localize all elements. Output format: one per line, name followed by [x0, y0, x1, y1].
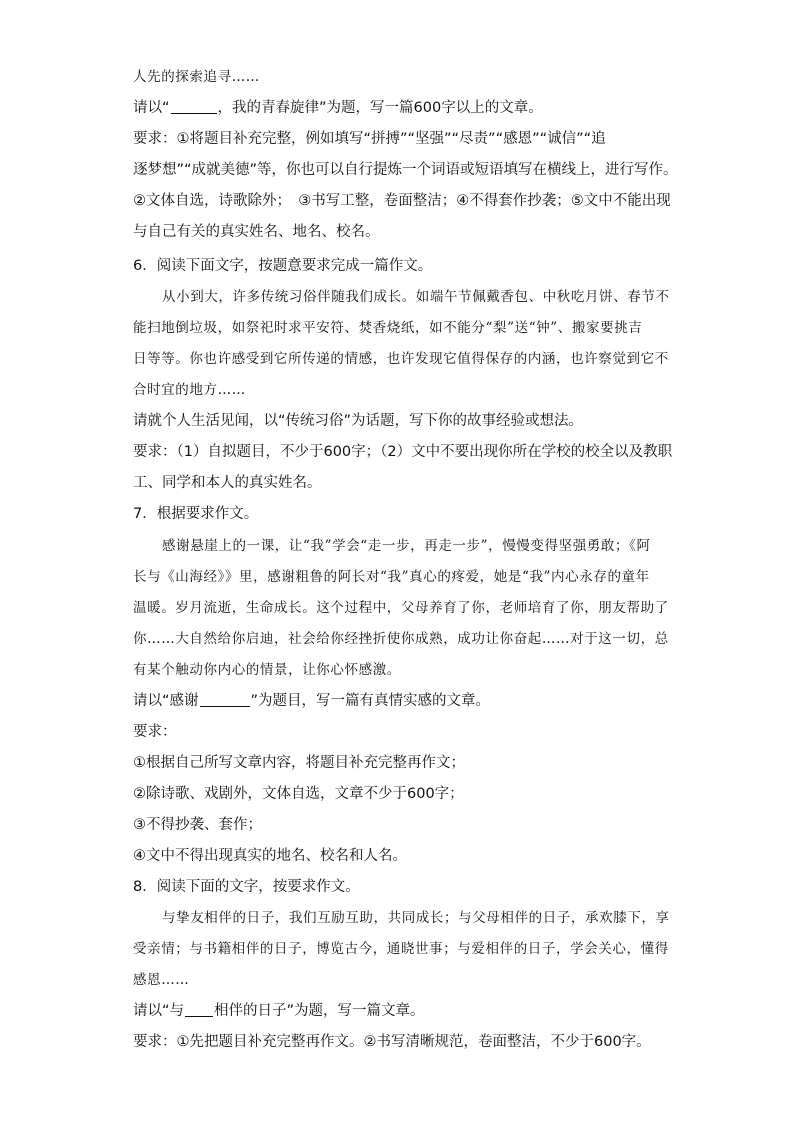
- requirement-heading: 要求：: [133, 724, 177, 740]
- passage-line: 合时宜的地方……: [133, 382, 246, 398]
- passage-line: 长与《山海经》》里，感谢粗鲁的阿长对“我”真心的疼爱，她是“我”内心永存的童年: [133, 569, 650, 585]
- passage-line: 日等等。你也许感受到它所传递的情感，也许发现它值得保存的内涵，也许察觉到它不: [133, 351, 669, 367]
- passage-line: 你……大自然给你启迪，社会给你经挫折使你成熟，成功让你奋起……对于这一切，总: [133, 631, 669, 647]
- fill-blank: [185, 1002, 213, 1017]
- requirement-line: 要求：①先把题目补充完整再作文。②书写清晰规范，卷面整洁，不少于600字。: [133, 1034, 651, 1050]
- prompt-5-title-line: [133, 98, 543, 118]
- prompt-line: 请就个人生活见闻，以“传统习俗”为话题，写下你的故事经验或想法。: [133, 413, 584, 429]
- requirement-line: 逐梦想”“成就美德”等，你也可以自行提炼一个词语或短语填写在横线上，进行写作。: [133, 162, 678, 178]
- fill-blank: [200, 692, 250, 707]
- passage-line: 有某个触动你内心的情景，让你心怀感激。: [133, 662, 401, 678]
- requirement-item: ③不得抄袭、套作；: [133, 817, 262, 833]
- requirement-line: 工、同学和本人的真实姓名。: [133, 475, 322, 491]
- requirement-line: 要求：（1）自拟题目，不少于600字；（2）文中不要出现你所在学校的校全以及教职: [133, 444, 673, 460]
- passage-line: 与挚友相伴的日子，我们互励互助，共同成长；与父母相伴的日子，承欢膝下，享: [162, 910, 670, 926]
- passage-line: 温暖。岁月流逝，生命成长。这个过程中，父母养育了你，老师培育了你，朋友帮助了: [133, 600, 669, 616]
- text-segment: 请以“与: [133, 1003, 185, 1019]
- passage-line: 能扫地倒垃圾，如祭祀时求平安符、焚香烧纸，如不能分“梨”送“钟”、搬家要挑吉: [133, 320, 643, 336]
- question-6-heading: 6．阅读下面文字，按题意要求完成一篇作文。: [133, 258, 433, 274]
- question-8-heading: 8．阅读下面的文字，按要求作文。: [133, 879, 360, 895]
- requirement-line: ②文体自选，诗歌除外； ③书写工整，卷面整洁；④不得套作抄袭；⑤文中不能出现: [133, 193, 671, 209]
- text-segment: 请以“感谢: [133, 693, 199, 709]
- requirement-line: 要求：①将题目补充完整，例如填写“拼搏”“坚强”“尽责”“感恩”“诚信”“追: [133, 131, 606, 147]
- passage-line: 感恩……: [133, 972, 190, 988]
- text-segment: 请以“: [133, 100, 170, 116]
- prompt-8-title-line: [133, 1001, 425, 1021]
- requirement-item: ①根据自己所写文章内容，将题目补充完整再作文；: [133, 755, 465, 771]
- question-7-heading: 7．根据要求作文。: [133, 506, 259, 522]
- passage-line: 受亲情；与书籍相伴的日子，博览古今，通晓世事；与爱相伴的日子，学会关心，懂得: [133, 941, 669, 957]
- requirement-item: ④文中不得出现真实的地名、校名和人名。: [133, 848, 407, 864]
- passage-line: 从小到大，许多传统习俗伴随我们成长。如端午节佩戴香包、中秋吃月饼、春节不: [162, 289, 670, 305]
- requirement-line: 与自己有关的真实姓名、地名、校名。: [133, 224, 380, 240]
- fill-blank: [171, 99, 217, 114]
- text-segment: ”为题目，写一篇有真情实感的文章。: [250, 693, 491, 709]
- prompt-7-title-line: [133, 691, 490, 711]
- requirement-item: ②除诗歌、戏剧外，文体自选，文章不少于600字；: [133, 786, 464, 802]
- passage-line: 感谢悬崖上的一课，让“我”学会“走一步，再走一步”，慢慢变得坚强勇敢；《阿: [162, 538, 651, 554]
- quote-line: 人先的探索追寻……: [133, 69, 260, 85]
- text-segment: 相伴的日子”为题，写一篇文章。: [214, 1003, 425, 1019]
- text-segment: ，我的青春旋律”为题，写一篇600字以上的文章。: [217, 100, 543, 116]
